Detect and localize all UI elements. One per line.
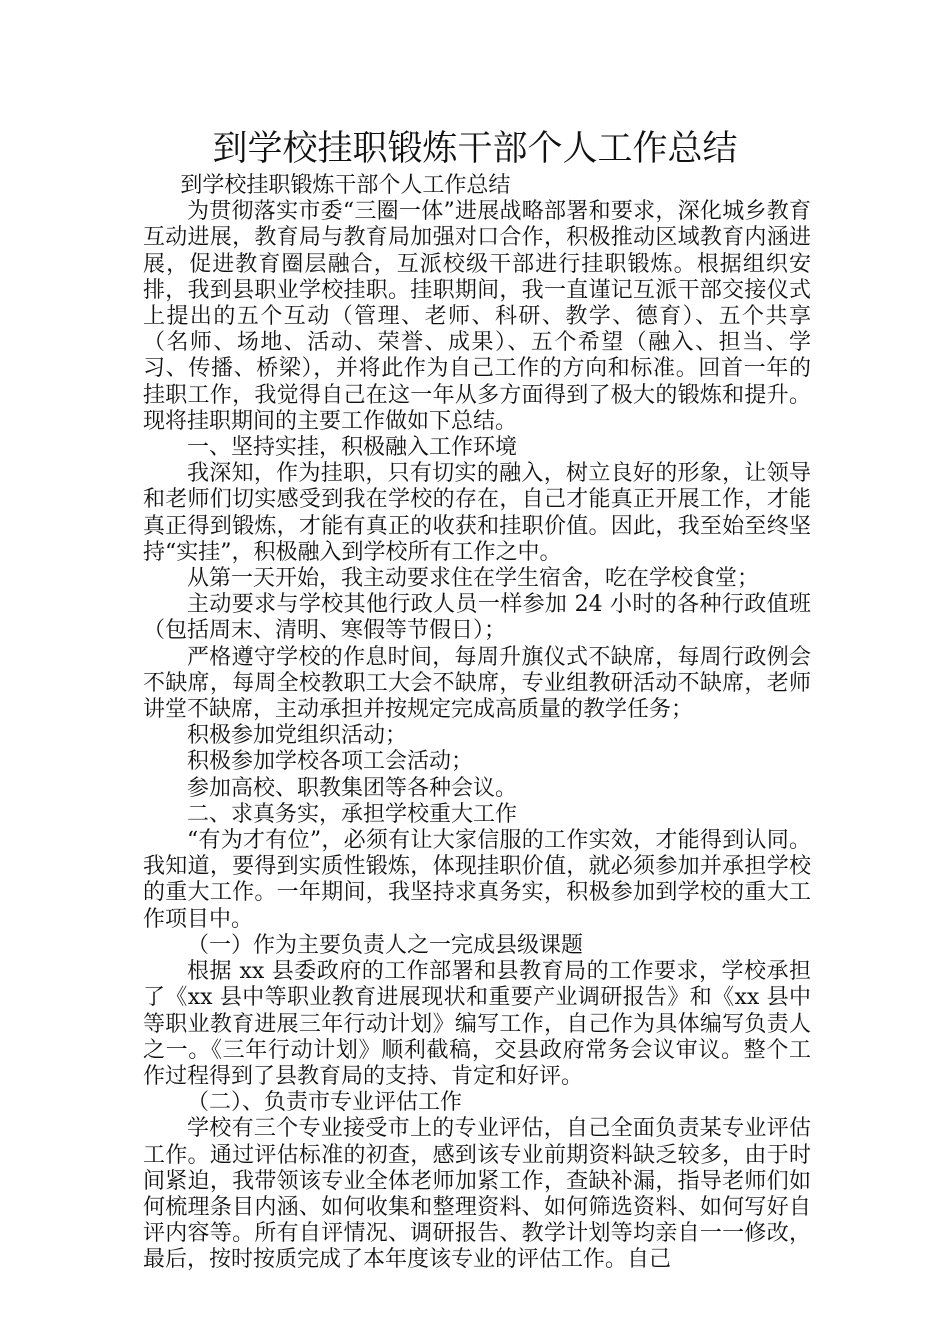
subtitle-paragraph: 到学校挂职锻炼干部个人工作总结 [180, 173, 511, 198]
document-title: 到学校挂职锻炼干部个人工作总结 [212, 129, 738, 169]
body-paragraph: 学校有三个专业接受市上的专业评估，自己全面负责某专业评估工作。通过评估标准的初查，感到该专业前期资料缺乏较多，由于时间紧迫，我带领该专业全体老师加紧工作，查缺补漏，指导老师们如何梳理条目内涵、如何收集和整理资料、如何筛选资料、如何写好自评内容等。所有自评情况、调研报告、教学计划等均亲自一一修改，最后，按时按质完成了本年度该专业的评估工作。自己 [143, 1116, 811, 1273]
section-heading-2: 二、求真务实，承担学校重大工作 [187, 801, 518, 827]
list-item: 积极参加学校各项工会活动； [187, 749, 474, 775]
section-heading-1: 一、坚持实挂，积极融入工作环境 [187, 435, 518, 461]
subsection-heading-2: （二）、负责市专业评估工作 [187, 1090, 463, 1116]
list-item: 从第一天开始，我主动要求住在学生宿舍，吃在学校食堂； [187, 566, 760, 592]
list-item: 积极参加党组织活动； [187, 723, 408, 749]
intro-paragraph: 为贯彻落实市委“三圈一体”进展战略部署和要求，深化城乡教育互动进展，教育局与教育局加强对口合作，积极推动区域教育内涵进展，促进教育圈层融合，互派校级干部进行挂职锻炼。根据组织安排，我到县职业学校挂职。挂职期间，我一直谨记互派干部交接仪式上提出的五个互动（管理、老师、科研、教学、德育）、五个共享（名师、场地、活动、荣誉、成果）、五个希望（融入、担当、学习、传播、桥梁），并将此作为自己工作的方向和标准。回首一年的挂职工作，我觉得自己在这一年从多方面得到了极大的锻炼和提升。现将挂职期间的主要工作做如下总结。 [143, 199, 811, 434]
body-paragraph: 我深知，作为挂职，只有切实的融入，树立良好的形象，让领导和老师们切实感受到我在学校的存在，自己才能真正开展工作，才能真正得到锻炼，才能有真正的收获和挂职价值。因此，我至始至终坚持“实挂”，积极融入到学校所有工作之中。 [143, 461, 811, 565]
subsection-heading-1: （一）作为主要负责人之一完成县级课题 [187, 932, 584, 958]
list-item: 主动要求与学校其他行政人员一样参加 24 小时的各种行政值班（包括周末、清明、寒假等节假日）； [143, 592, 811, 644]
list-item: 参加高校、职教集团等各种会议。 [187, 775, 518, 801]
body-paragraph: “有为才有位”，必须有让大家信服的工作实效，才能得到认同。我知道，要得到实质性锻炼，体现挂职价值，就必须参加并承担学校的重大工作。一年期间，我坚持求真务实，积极参加到学校的重大工作项目中。 [143, 828, 811, 932]
list-item: 严格遵守学校的作息时间，每周升旗仪式不缺席，每周行政例会不缺席，每周全校教职工大会不缺席，专业组教研活动不缺席，老师讲堂不缺席，主动承担并按规定完成高质量的教学任务； [143, 644, 811, 723]
body-paragraph: 根据 xx 县委政府的工作部署和县教育局的工作要求，学校承担了《xx 县中等职业教育进展现状和重要产业调研报告》和《xx 县中等职业教育进展三年行动计划》编写工作，自己作为具体编写负责人之一。《三年行动计划》顺利截稿，交县政府常务会议审议。整个工作过程得到了县教育局的支持、肯定和好评。 [143, 959, 811, 1089]
document-body [143, 173, 811, 1274]
